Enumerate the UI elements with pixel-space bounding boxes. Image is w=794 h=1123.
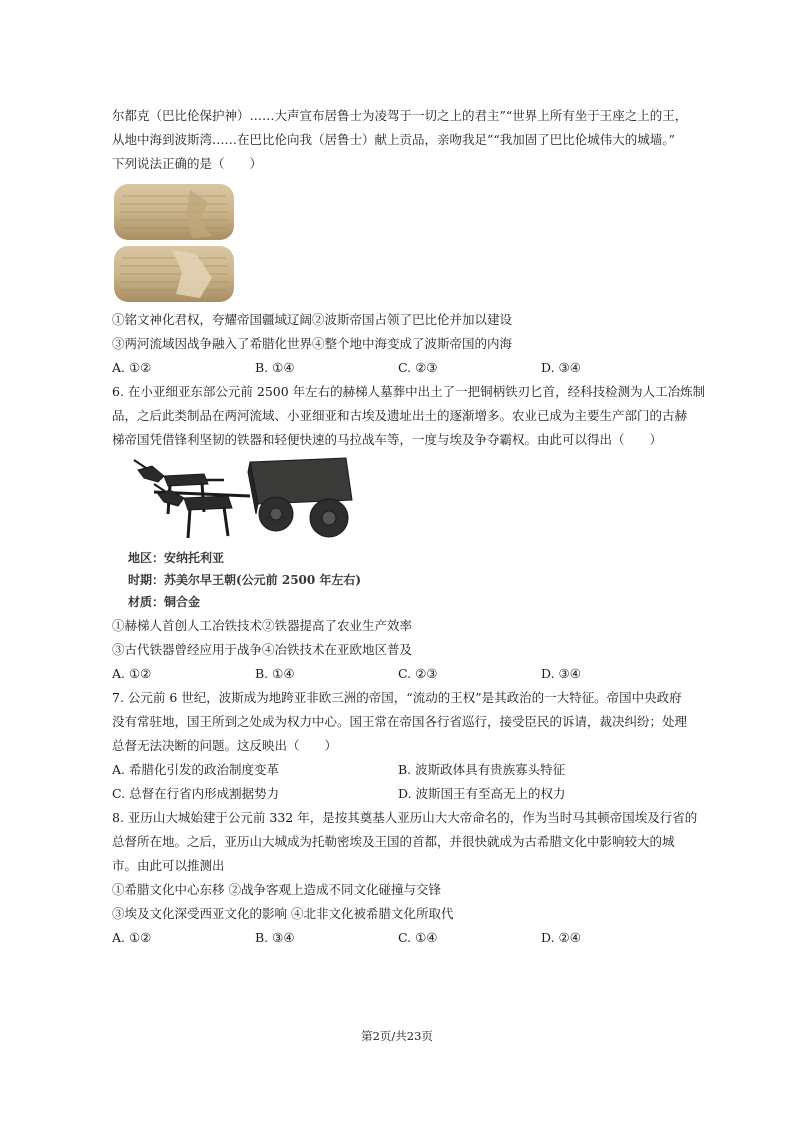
q7-stem-line-3: 总督无法决断的问题。这反映出（ ）: [112, 738, 338, 753]
page-number-footer: 第2页/共23页: [361, 1029, 433, 1043]
q6-option-b[interactable]: B. ①④: [255, 666, 295, 681]
q5-option-c[interactable]: C. ②③: [398, 360, 438, 375]
q5-statement-2: ③两河流域因战争融入了希腊化世界④整个地中海变成了波斯帝国的内海: [112, 336, 513, 351]
q8-option-d[interactable]: D. ②④: [541, 930, 581, 945]
q7-stem-line-1: 7. 公元前 6 世纪，波斯成为地跨亚非欧三洲的帝国，“流动的王权”是其政治的一大特征。帝国中央政府: [112, 690, 682, 705]
q5-stem-line-2: 从地中海到波斯湾……在巴比伦向我（居鲁士）献上贡品，亲吻我足”“我加固了巴比伦城伟大的城墙。”: [112, 132, 675, 147]
q8-option-b[interactable]: B. ③④: [255, 930, 295, 945]
q6-option-d[interactable]: D. ③④: [541, 666, 581, 681]
q6-option-c[interactable]: C. ②③: [398, 666, 438, 681]
cyrus-cylinder-image: [112, 182, 236, 304]
q8-stem-line-2: 总督所在地。之后，亚历山大城成为托勒密埃及王国的首都，并很快就成为古希腊文化中影响较大的城: [112, 834, 675, 849]
q5-option-a[interactable]: A. ①②: [112, 360, 152, 375]
q7-option-d[interactable]: D. 波斯国王有至高无上的权力: [398, 786, 566, 801]
q6-option-a[interactable]: A. ①②: [112, 666, 152, 681]
q5-option-b[interactable]: B. ①④: [255, 360, 295, 375]
q8-option-c[interactable]: C. ①④: [398, 930, 438, 945]
q6-stem-line-3: 梯帝国凭借锋利坚韧的铁器和轻便快速的马拉战车等，一度与埃及争夺霸权。由此可以得出（ ）: [112, 432, 663, 447]
q5-statement-1: ①铭文神化君权，夸耀帝国疆域辽阔②波斯帝国占领了巴比伦并加以建设: [112, 312, 513, 327]
q6-statement-1: ①赫梯人首创人工冶铁技术②铁器提高了农业生产效率: [112, 618, 413, 633]
q5-stem-line-3: 下列说法正确的是（ ）: [112, 156, 263, 171]
q6-caption-material: 材质：铜合金: [128, 595, 201, 609]
q6-caption-region: 地区：安纳托利亚: [128, 551, 225, 565]
q6-stem-line-2: 品，之后此类制品在两河流域、小亚细亚和古埃及遗址出土的逐渐增多。农业已成为主要生产部门的古赫: [112, 408, 688, 423]
q8-statement-2: ③埃及文化深受西亚文化的影响 ④北非文化被希腊文化所取代: [112, 906, 454, 921]
q8-option-a[interactable]: A. ①②: [112, 930, 152, 945]
q7-option-b[interactable]: B. 波斯政体具有贵族寡头特征: [398, 762, 566, 777]
q6-stem-line-1: 6. 在小亚细亚东部公元前 2500 年左右的赫梯人墓葬中出土了一把铜柄铁刃匕首，经科技检测为人工冶炼制: [112, 384, 706, 399]
q5-option-d[interactable]: D. ③④: [541, 360, 581, 375]
q6-statement-2: ③古代铁器曾经应用于战争④冶铁技术在亚欧地区普及: [112, 642, 413, 657]
q7-option-a[interactable]: A. 希腊化引发的政治制度变革: [112, 762, 279, 777]
q8-stem-line-3: 市。由此可以推测出: [112, 858, 225, 873]
q8-stem-line-1: 8. 亚历山大城始建于公元前 332 年，是按其奠基人亚历山大大帝命名的，作为当时马其顿帝国埃及行省的: [112, 810, 698, 825]
q6-caption-period: 时期：苏美尔早王朝(公元前 2500 年左右): [128, 573, 362, 587]
q7-stem-line-2: 没有常驻地，国王所到之处成为权力中心。国王常在帝国各行省巡行，接受臣民的诉请，裁决纠纷；处理: [112, 714, 688, 729]
q5-stem-line-1: 尔都克（巴比伦保护神）……大声宣布居鲁士为凌驾于一切之上的君主”“世界上所有坐于王座之上的王，: [112, 108, 688, 123]
q8-statement-1: ①希腊文化中心东移 ②战争客观上造成不同文化碰撞与交锋: [112, 882, 441, 897]
q7-option-c[interactable]: C. 总督在行省内形成割据势力: [112, 786, 280, 801]
chariot-model-image: [124, 452, 364, 544]
